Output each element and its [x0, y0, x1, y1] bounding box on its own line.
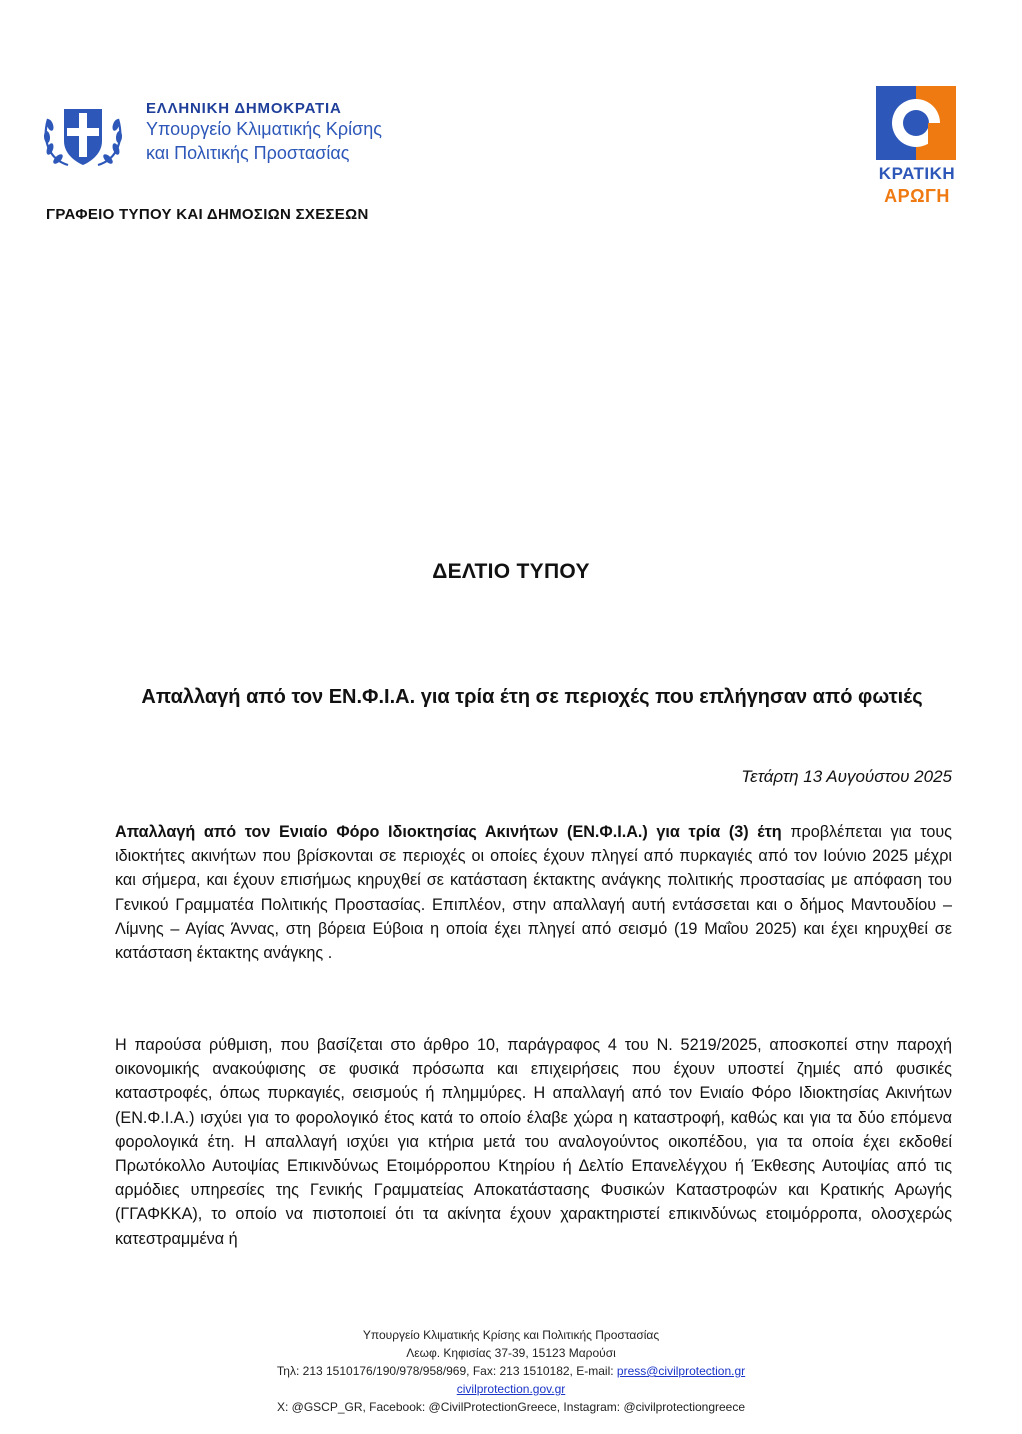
ministry-name-line2: και Πολιτικής Προστασίας: [146, 143, 350, 163]
paragraph-2: Η παρούσα ρύθμιση, που βασίζεται στο άρθρο 10, παράγραφος 4 του Ν. 5219/2025, αποσκοπεί στην παροχή οικονομικής ανακούφισης σε φυσικά πρόσωπα και επιχειρήσεις που έχουν υποστεί ζημιές από φυσικές καταστροφές, όπως πυρκαγιές, σεισμούς ή πλημμύρες. Η απαλλαγή από τον Ενιαίο Φόρο Ιδιοκτησίας Ακινήτων (ΕΝ.Φ.Ι.Α.) ισχύει για το φορολογικό έτος κατά το οποίο έλαβε χώρα η καταστροφή, καθώς και για τα δύο επόμενα φορολογικά έτη. Η απαλλαγή ισχύει για κτήρια μετά του αναλογούντος οικοπέδου, για τα οποία έχει εκδοθεί Πρωτόκολλο Αυτοψίας Επικινδύνως Ετοιμόρροπου Κτηρίου ή Δελτίο Επανελέγχου ή Έκθεσης Αυτοψίας από τις αρμόδιες υπηρεσίες της Γενικής Γραμματείας Αποκατάστασης Φυσικών Καταστροφών και Κρατικής Αρωγής (ΓΓΑΦΚΚΑ), το οποίο να πιστοποιεί ότι τα ακίνητα έχουν χαρακτηριστεί επικινδύνως ετοιμόρροπα, ολοσχερώς κατεστραμμένα ή: [115, 1036, 952, 1248]
paragraph-1-body: προβλέπεται για τους ιδιοκτήτες ακινήτων που βρίσκονται σε περιοχές οι οποίες έχουν πληγεί από πυρκαγιές από τον Ιούνιο 2025 μέχρι και σήμερα, και έχουν επισήμως κηρυχθεί σε κατάσταση έκτακτης ανάγκης πολιτικής προστασίας με απόφαση του Γενικού Γραμματέα Πολιτικής Προστασίας. Επιπλέον, στην απαλλαγή αυτή εντάσσεται και ο δήμος Μαντουδίου – Λίμνης – Αγίας Άννας, στη βόρεια Εύβοια η οποία έχει πληγεί από σεισμό (19 Μαΐου 2025) και έχει κηρυχθεί σε κατάσταση έκτακτης ανάγκης .: [115, 823, 952, 963]
page-footer: [0, 1326, 1022, 1416]
footer-website-link[interactable]: civilprotection.gov.gr: [456, 1382, 566, 1396]
footer-address: Λεωφ. Κηφισίας 37-39, 15123 Μαρούσι: [406, 1346, 616, 1360]
release-date: Τετάρτη 13 Αυγούστου 2025: [741, 767, 952, 786]
footer-contact: [0, 1362, 1022, 1380]
paragraph-1-lead: Απαλλαγή από τον Ενιαίο Φόρο Ιδιοκτησίας Ακινήτων (ΕΝ.Φ.Ι.Α.) για τρία (3) έτη: [115, 823, 782, 841]
press-office-title: ΓΡΑΦΕΙΟ ΤΥΠΟΥ ΚΑΙ ΔΗΜΟΣΙΩΝ ΣΧΕΣΕΩΝ: [46, 206, 369, 223]
ministry-header: [146, 100, 382, 165]
document-type: ΔΕΛΤΙΟ ΤΥΠΟΥ: [432, 560, 590, 583]
footer-email-link[interactable]: press@civilprotection.gr: [616, 1364, 746, 1378]
logo-text-line1: ΚΡΑΤΙΚΗ: [878, 164, 956, 183]
ministry-name-line1: Υπουργείο Κλιματικής Κρίσης: [146, 119, 382, 139]
greek-coat-of-arms-icon: [38, 95, 128, 179]
footer-ministry: Υπουργείο Κλιματικής Κρίσης και Πολιτικής Προστασίας: [362, 1328, 660, 1342]
logo-text-line2: ΑΡΩΓΗ: [884, 186, 950, 206]
press-release-headline: Απαλλαγή από τον ΕΝ.Φ.Ι.Α. για τρία έτη σε περιοχές που επλήγησαν από φωτιές: [141, 686, 923, 708]
paragraph-1: [115, 820, 952, 965]
footer-social: X: @GSCP_GR, Facebook: @CivilProtectionGreece, Instagram: @civilprotectiongreece: [276, 1400, 746, 1414]
kratiki-aroghi-logo-icon: [872, 86, 962, 212]
country-name: ΕΛΛΗΝΙΚΗ ΔΗΜΟΚΡΑΤΙΑ: [146, 100, 342, 117]
footer-phone-fax: Τηλ: 213 1510176/190/978/958/969, Fax: 213 1510182, E-mail:: [276, 1364, 617, 1378]
